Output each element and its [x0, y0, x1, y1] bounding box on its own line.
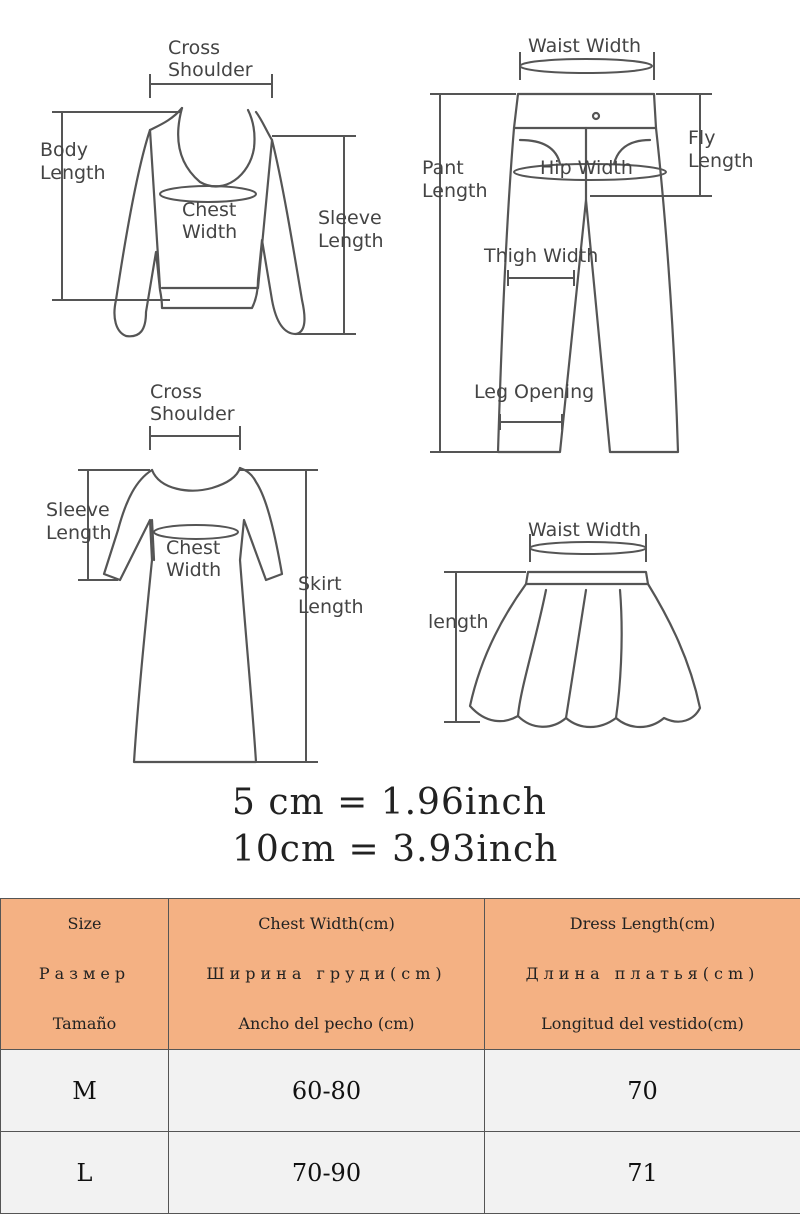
sweater-cross-shoulder-label: Cross Shoulder [168, 37, 253, 81]
conversion-line-10cm: 10cm = 3.93inch [232, 829, 558, 870]
dress-chest-width-label: Chest Width [166, 537, 226, 581]
conversion-line-5cm: 5 cm = 1.96inch [232, 782, 547, 823]
pants-fly-length-label: Fly Length [688, 127, 754, 172]
skirt-waist-ellipse [530, 542, 646, 554]
cell-chest-width: 70-90 [169, 1132, 485, 1214]
size-chart-table [0, 898, 800, 1214]
pants-leg-opening-label: Leg Opening [474, 381, 594, 403]
pants-thigh-width-measure [508, 270, 574, 286]
dress-skirt-length-label: Skirt Length [298, 573, 364, 618]
header-size-en: Size [1, 899, 168, 949]
header-dress-length-ru: Длина платья(cm) [485, 949, 800, 999]
cell-size: M [1, 1050, 169, 1132]
dress-illustration [104, 468, 282, 762]
cell-dress-length: 70 [485, 1050, 800, 1132]
table-row [1, 1132, 800, 1214]
header-chest-width-es: Ancho del pecho (cm) [169, 999, 484, 1049]
pants-thigh-width-label: Thigh Width [483, 245, 598, 267]
cell-chest-width: 60-80 [169, 1050, 485, 1132]
pants-waist-ellipse [520, 59, 652, 73]
skirt-illustration [470, 572, 700, 727]
header-size-es: Tamaño [1, 999, 168, 1049]
pants-waist-width-label: Waist Width [528, 35, 641, 57]
header-chest-width-en: Chest Width(cm) [169, 899, 484, 949]
table-row [1, 1050, 800, 1132]
header-chest-width-ru: Ширина груди(cm) [169, 949, 484, 999]
sweater-sleeve-length-label: Sleeve Length [318, 207, 388, 252]
pants-hip-width-label: Hip Width [540, 157, 633, 179]
header-size-ru: Размер [1, 949, 168, 999]
header-dress-length-es: Longitud del vestido(cm) [485, 999, 800, 1049]
header-dress-length [485, 899, 800, 1050]
skirt-length-measure [444, 572, 526, 722]
pants-leg-opening-measure [500, 414, 562, 430]
sweater-chest-width-label: Chest Width [182, 199, 242, 243]
dress-cross-shoulder-label: Cross Shoulder [150, 381, 235, 425]
cell-size: L [1, 1132, 169, 1214]
dress-cross-shoulder-measure [150, 426, 240, 450]
cell-dress-length: 71 [485, 1132, 800, 1214]
skirt-waist-width-label: Waist Width [528, 519, 641, 541]
skirt-length-label: length [428, 611, 489, 633]
pants-length-label: Pant Length [422, 157, 488, 202]
table-header-row [1, 899, 800, 1050]
sweater-body-length-label: Body Length [40, 139, 106, 184]
header-size [1, 899, 169, 1050]
header-chest-width [169, 899, 485, 1050]
dress-sleeve-length-label: Sleeve Length [46, 499, 116, 544]
header-dress-length-en: Dress Length(cm) [485, 899, 800, 949]
